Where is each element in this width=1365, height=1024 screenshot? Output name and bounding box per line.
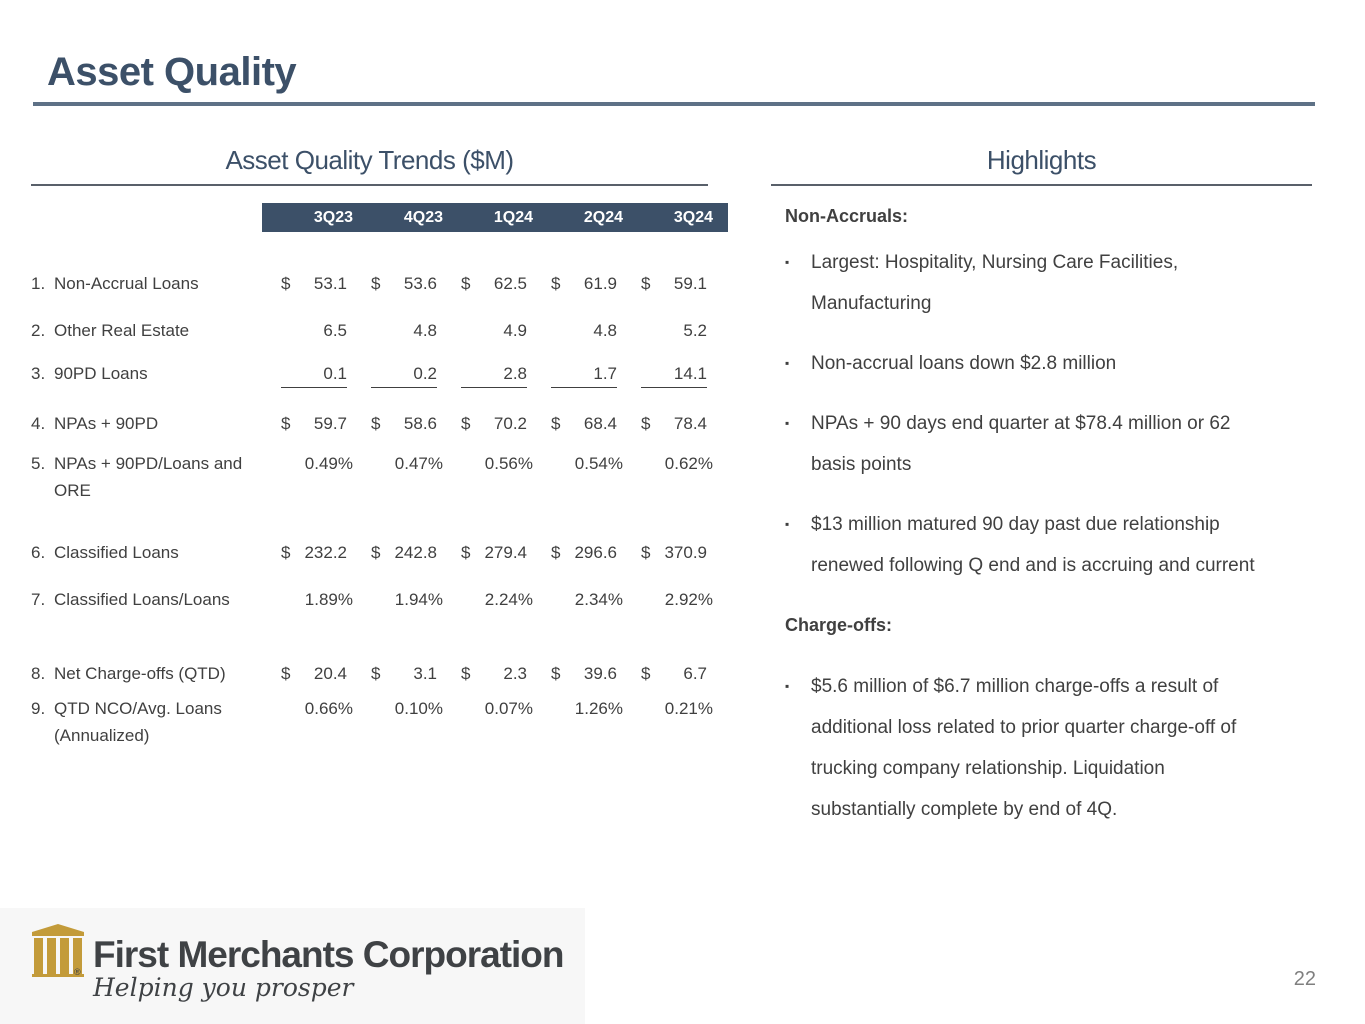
table-cell xyxy=(371,660,437,687)
row-number: 8. xyxy=(31,664,46,683)
currency-symbol: $ xyxy=(551,543,561,562)
table-cell xyxy=(461,410,527,437)
table-cell xyxy=(641,450,713,477)
table-cell xyxy=(461,586,533,613)
row-label-text: ORE xyxy=(54,481,91,500)
table-cell xyxy=(461,695,533,722)
currency-symbol: $ xyxy=(641,543,651,562)
row-label-text: 90PD Loans xyxy=(54,364,148,383)
bullet-text: trucking company relationship. Liquidation xyxy=(811,758,1165,779)
cell-value: 78.4 xyxy=(673,414,707,433)
bullet-icon: ▪ xyxy=(785,679,790,693)
cell-value: 53.6 xyxy=(403,274,437,293)
page-title: Asset Quality xyxy=(47,50,297,94)
table-cell xyxy=(551,410,617,437)
table-cell xyxy=(371,586,443,613)
row-label-text: QTD NCO/Avg. Loans xyxy=(54,699,222,718)
table-header xyxy=(262,203,728,232)
currency-symbol: $ xyxy=(281,414,291,433)
row-label xyxy=(31,410,158,437)
cell-value: 4.8 xyxy=(593,321,617,340)
charge-offs-heading: Charge-offs: xyxy=(785,615,892,635)
bullet-icon: ▪ xyxy=(785,517,790,531)
cell-value: 0.56% xyxy=(484,454,533,473)
table-cell xyxy=(641,695,713,722)
cell-value: 1.26% xyxy=(574,699,623,718)
table-cell xyxy=(461,539,527,566)
table-cell xyxy=(281,539,347,566)
table-cell xyxy=(461,450,533,477)
row-label xyxy=(31,450,242,504)
row-number: 2. xyxy=(31,321,46,340)
row-number: 5. xyxy=(31,454,46,473)
row-label-text: Non-Accrual Loans xyxy=(54,274,199,293)
row-label-text: Net Charge-offs (QTD) xyxy=(54,664,226,683)
row-number: 3. xyxy=(31,364,46,383)
currency-symbol: $ xyxy=(371,274,381,293)
row-label xyxy=(31,270,199,297)
cell-value: 0.1 xyxy=(323,364,347,383)
cell-value: 0.2 xyxy=(413,364,437,383)
table-cell xyxy=(641,586,713,613)
cell-value: 0.10% xyxy=(394,699,443,718)
row-number: 6. xyxy=(31,543,46,562)
cell-value: 2.24% xyxy=(484,590,533,609)
currency-symbol: $ xyxy=(461,543,471,562)
table-cell xyxy=(281,317,347,344)
table-cell xyxy=(641,539,707,566)
currency-symbol: $ xyxy=(551,414,561,433)
table-cell xyxy=(371,360,437,387)
bullet-text: substantially complete by end of 4Q. xyxy=(811,799,1118,820)
table-cell xyxy=(281,660,347,687)
row-label xyxy=(31,660,226,687)
table-cell xyxy=(641,410,707,437)
currency-symbol: $ xyxy=(461,664,471,683)
column-header: 1Q24 xyxy=(493,209,533,226)
cell-value: 4.8 xyxy=(413,321,437,340)
cell-value: 14.1 xyxy=(673,364,707,383)
cell-value: 242.8 xyxy=(394,543,437,562)
table-cell xyxy=(371,410,437,437)
subtotal-underline xyxy=(281,387,347,388)
cell-value: 0.21% xyxy=(664,699,713,718)
table-cell xyxy=(281,695,353,722)
trends-section-title: Asset Quality Trends ($M) xyxy=(225,145,514,175)
row-label-text: Classified Loans/Loans xyxy=(54,590,230,609)
cell-value: 58.6 xyxy=(403,414,437,433)
table-cell xyxy=(551,317,617,344)
table-cell xyxy=(641,317,707,344)
cell-value: 1.7 xyxy=(593,364,617,383)
column-header: 3Q23 xyxy=(313,209,353,226)
row-number: 1. xyxy=(31,274,46,293)
table-cell xyxy=(551,695,623,722)
bullet-text: renewed following Q end and is accruing and current xyxy=(811,555,1255,576)
cell-value: 0.47% xyxy=(394,454,443,473)
cell-value: 6.7 xyxy=(683,664,707,683)
table-cell xyxy=(461,317,527,344)
currency-symbol: $ xyxy=(551,274,561,293)
row-number: 4. xyxy=(31,414,46,433)
cell-value: 2.3 xyxy=(503,664,527,683)
subtotal-underline xyxy=(461,387,527,388)
row-label-text: NPAs + 90PD xyxy=(54,414,159,433)
cell-value: 70.2 xyxy=(493,414,527,433)
bullet-icon: ▪ xyxy=(785,416,790,430)
cell-value: 62.5 xyxy=(493,274,527,293)
row-label xyxy=(31,317,189,344)
table-cell xyxy=(281,410,347,437)
cell-value: 53.1 xyxy=(313,274,347,293)
row-label xyxy=(31,539,179,566)
cell-value: 2.34% xyxy=(574,590,623,609)
cell-value: 68.4 xyxy=(583,414,617,433)
cell-value: 370.9 xyxy=(664,543,707,562)
bullet-text: $5.6 million of $6.7 million charge-offs a result of xyxy=(811,676,1219,697)
cell-value: 1.94% xyxy=(394,590,443,609)
row-label-text: (Annualized) xyxy=(54,726,150,745)
cell-value: 2.8 xyxy=(503,364,527,383)
bullet-text: Manufacturing xyxy=(811,293,932,314)
row-label-text: Other Real Estate xyxy=(54,321,190,340)
registered-mark: ® xyxy=(74,967,81,977)
cell-value: 6.5 xyxy=(323,321,347,340)
table-cell xyxy=(461,660,527,687)
currency-symbol: $ xyxy=(371,664,381,683)
row-number: 7. xyxy=(31,590,46,609)
subtotal-underline xyxy=(551,387,617,388)
non-accruals-heading: Non-Accruals: xyxy=(785,206,909,226)
page-number: 22 xyxy=(1293,968,1316,990)
table-cell xyxy=(551,270,617,297)
table-cell xyxy=(551,660,617,687)
cell-value: 1.89% xyxy=(304,590,353,609)
company-name: First Merchants Corporation xyxy=(93,934,564,975)
table-cell xyxy=(371,539,437,566)
table-cell xyxy=(461,360,527,387)
table-cell xyxy=(371,450,443,477)
company-tagline: Helping you prosper xyxy=(93,973,354,1002)
table-cell xyxy=(641,270,707,297)
bullet-text: basis points xyxy=(811,454,912,475)
currency-symbol: $ xyxy=(461,274,471,293)
cell-value: 0.54% xyxy=(574,454,623,473)
table-cell xyxy=(281,360,347,387)
title-divider xyxy=(33,102,1315,106)
cell-value: 2.92% xyxy=(664,590,713,609)
bullet-text: additional loss related to prior quarter charge-off of xyxy=(811,717,1237,738)
table-cell xyxy=(371,317,437,344)
table-cell xyxy=(281,270,347,297)
currency-symbol: $ xyxy=(641,274,651,293)
table-cell xyxy=(371,695,443,722)
bullet-icon: ▪ xyxy=(785,255,790,269)
cell-value: 296.6 xyxy=(574,543,617,562)
row-label xyxy=(31,360,148,387)
cell-value: 0.49% xyxy=(304,454,353,473)
table-cell xyxy=(551,450,623,477)
subtotal-underline xyxy=(641,387,707,388)
bullet-text: Largest: Hospitality, Nursing Care Facilities, xyxy=(811,252,1179,273)
table-cell xyxy=(551,360,617,387)
cell-value: 59.7 xyxy=(313,414,347,433)
trends-section-divider xyxy=(31,184,708,186)
currency-symbol: $ xyxy=(641,414,651,433)
highlights-section-title: Highlights xyxy=(986,145,1097,175)
subtotal-underline xyxy=(371,387,437,388)
table-cell xyxy=(461,270,527,297)
bullet-text: NPAs + 90 days end quarter at $78.4 million or 62 xyxy=(811,413,1231,434)
column-header: 4Q23 xyxy=(403,209,443,226)
cell-value: 59.1 xyxy=(673,274,707,293)
cell-value: 4.9 xyxy=(503,321,527,340)
currency-symbol: $ xyxy=(371,543,381,562)
currency-symbol: $ xyxy=(281,274,291,293)
bullet-text: Non-accrual loans down $2.8 million xyxy=(811,353,1117,374)
table-cell xyxy=(641,660,707,687)
table-cell xyxy=(281,450,353,477)
row-label-text: Classified Loans xyxy=(54,543,179,562)
table-cell xyxy=(371,270,437,297)
cell-value: 61.9 xyxy=(583,274,617,293)
row-label xyxy=(31,586,230,613)
row-label-text: NPAs + 90PD/Loans and xyxy=(54,454,243,473)
cell-value: 5.2 xyxy=(683,321,707,340)
row-label xyxy=(31,695,222,749)
cell-value: 3.1 xyxy=(413,664,437,683)
currency-symbol: $ xyxy=(461,414,471,433)
currency-symbol: $ xyxy=(371,414,381,433)
currency-symbol: $ xyxy=(281,664,291,683)
currency-symbol: $ xyxy=(641,664,651,683)
cell-value: 0.66% xyxy=(304,699,353,718)
cell-value: 20.4 xyxy=(313,664,347,683)
table-cell xyxy=(641,360,707,387)
cell-value: 39.6 xyxy=(583,664,617,683)
highlights-section-divider xyxy=(771,184,1312,186)
row-number: 9. xyxy=(31,699,46,718)
table-cell xyxy=(551,586,623,613)
currency-symbol: $ xyxy=(551,664,561,683)
column-header: 2Q24 xyxy=(583,209,623,226)
cell-value: 279.4 xyxy=(484,543,527,562)
currency-symbol: $ xyxy=(281,543,291,562)
bullet-icon: ▪ xyxy=(785,356,790,370)
cell-value: 0.62% xyxy=(664,454,713,473)
column-header: 3Q24 xyxy=(673,209,713,226)
bullet-text: $13 million matured 90 day past due relationship xyxy=(811,514,1220,535)
table-cell xyxy=(281,586,353,613)
cell-value: 0.07% xyxy=(484,699,533,718)
cell-value: 232.2 xyxy=(304,543,347,562)
table-cell xyxy=(551,539,617,566)
